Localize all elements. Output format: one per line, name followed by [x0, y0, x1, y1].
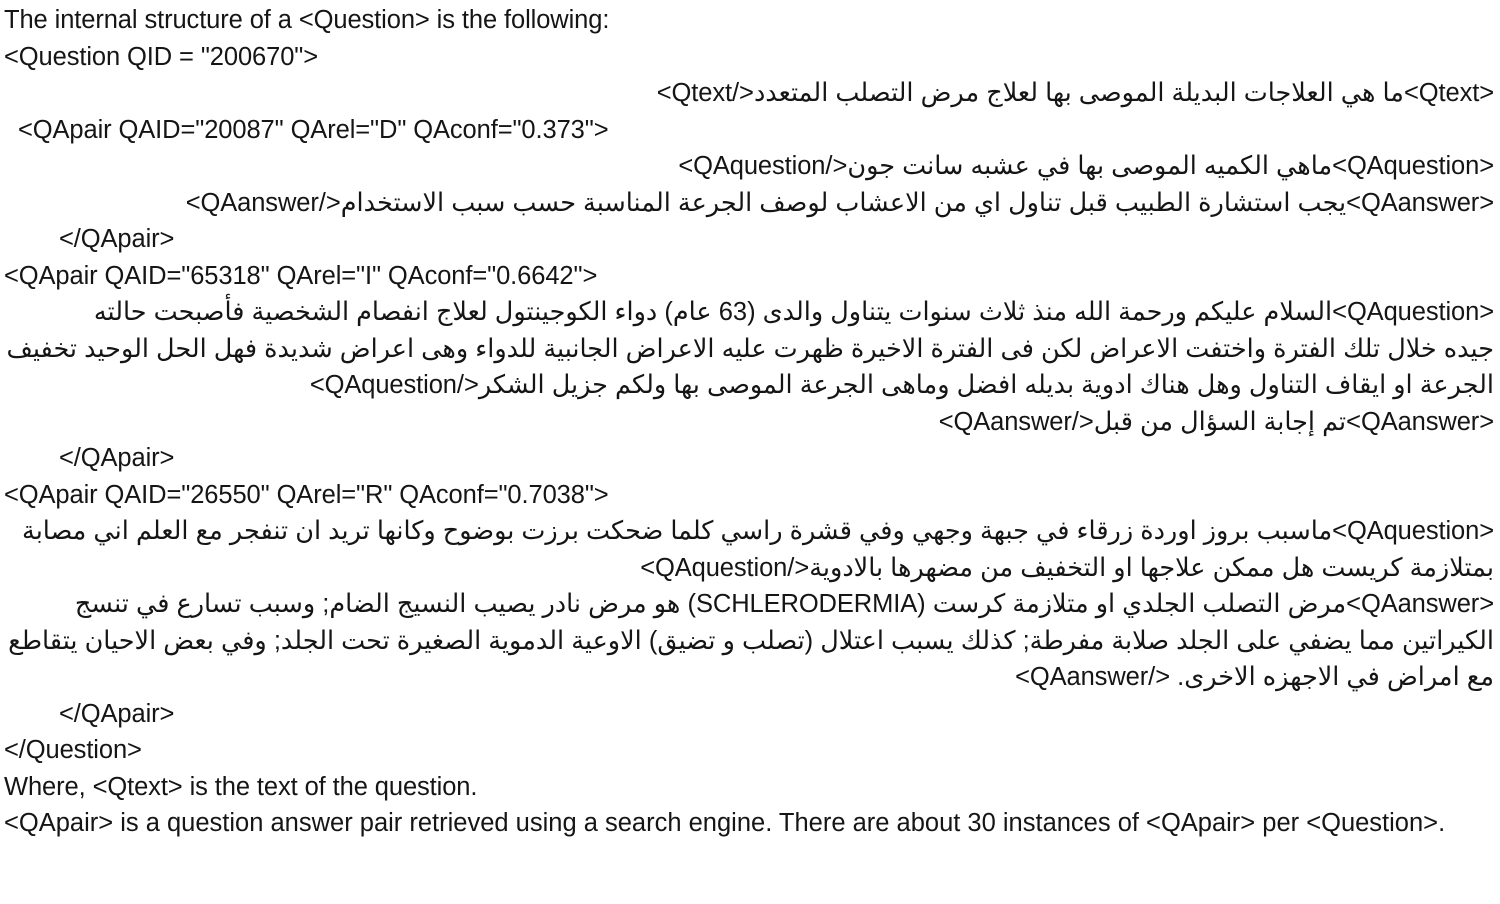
qapair-open-tag: <QApair QAID="26550" QArel="R" QAconf="0.7038">	[4, 480, 609, 509]
qaanswer-line: <QAanswer>يجب استشارة الطبيب قبل تناول اي من الاعشاب لوصف الجرعة المناسبة حسب سبب الاستخدام</QAanswer>	[185, 188, 1494, 217]
qapair-open-tag: <QApair QAID="65318" QArel="I" QAconf="0.6642">	[4, 261, 598, 290]
qaanswer-line: <QAanswer>تم إجابة السؤال من قبل</QAanswer>	[938, 407, 1494, 436]
qapair-open-tag: <QApair QAID="20087" QArel="D" QAconf="0.373">	[18, 115, 609, 144]
qaquestion-line-cont: الجرعة او ايقاف التناول وهل هناك ادوية بديله افضل وماهى الجرعة الموصى بها ولكم جزيل الشكر</QAquestion>	[309, 371, 1494, 399]
qaanswer-line-cont: مع امراض في الاجهزه الاخرى. </QAanswer>	[1015, 663, 1494, 691]
intro-line: The internal structure of a <Question> is the following:	[4, 6, 610, 34]
qapair-close-tag: </QApair>	[59, 699, 175, 728]
qapair-explanation-paragraph: <QApair> is a question answer pair retrieved using a search engine. There are about 30 instances of <QApair> per <Question>.	[4, 809, 1446, 837]
where-explanation-line: Where, <Qtext> is the text of the question.	[4, 772, 478, 801]
qaanswer-line: <QAanswer>مرض التصلب الجلدي او متلازمة كرست (SCHLERODERMIA) هو مرض نادر يصيب النسيج الضام; وسبب تسارع في تنسج	[74, 590, 1494, 618]
qaquestion-line: <QAquestion>ماهي الكميه الموصى بها في عشبه سانت جون</QAquestion>	[678, 152, 1494, 180]
qtext-line: <Qtext>ما هي العلاجات البديلة الموصى بها لعلاج مرض التصلب المتعدد</Qtext>	[656, 79, 1494, 107]
qapair-close-tag: </QApair>	[59, 444, 175, 472]
qaquestion-line: <QAquestion>ماسبب بروز اوردة زرقاء في جبهة وجهي وفي قشرة راسي كلما ضحكت برزت بوضوح وكانها تريد ان تنفجر مع العلم اني مصابة	[22, 517, 1494, 545]
qaquestion-line: <QAquestion>السلام عليكم ورحمة الله منذ ثلاث سنوات يتناول والدى (63 عام) دواء الكوجينتول لعلاج انفصام الشخصية فأصبحت حالته	[93, 298, 1494, 326]
question-close-tag: </Question>	[4, 736, 142, 764]
question-open-tag: <Question QID = "200670">	[4, 42, 319, 71]
qaquestion-line-cont: جيده خلال تلك الفترة واختفت الاعراض لكن فى الفترة الاخيرة ظهرت عليه الاعراض الجانبية للدواء وهى اعراض شديدة فهل الحل الوحيد تخفيف	[6, 334, 1494, 363]
qaquestion-line-cont: بمتلازمة كريست هل ممكن علاجها او التخفيف من مضهرها بالادوية</QAquestion>	[640, 553, 1494, 582]
qaanswer-line-cont: الكيراتين مما يضفي على الجلد صلابة مفرطة; كذلك يسبب اعتلال (تصلب و تضيق) الاوعية الدموية الصغيرة تحت الجلد; وفي بعض الاحيان يتقاطع	[8, 626, 1494, 655]
qapair-close-tag: </QApair>	[59, 225, 175, 253]
